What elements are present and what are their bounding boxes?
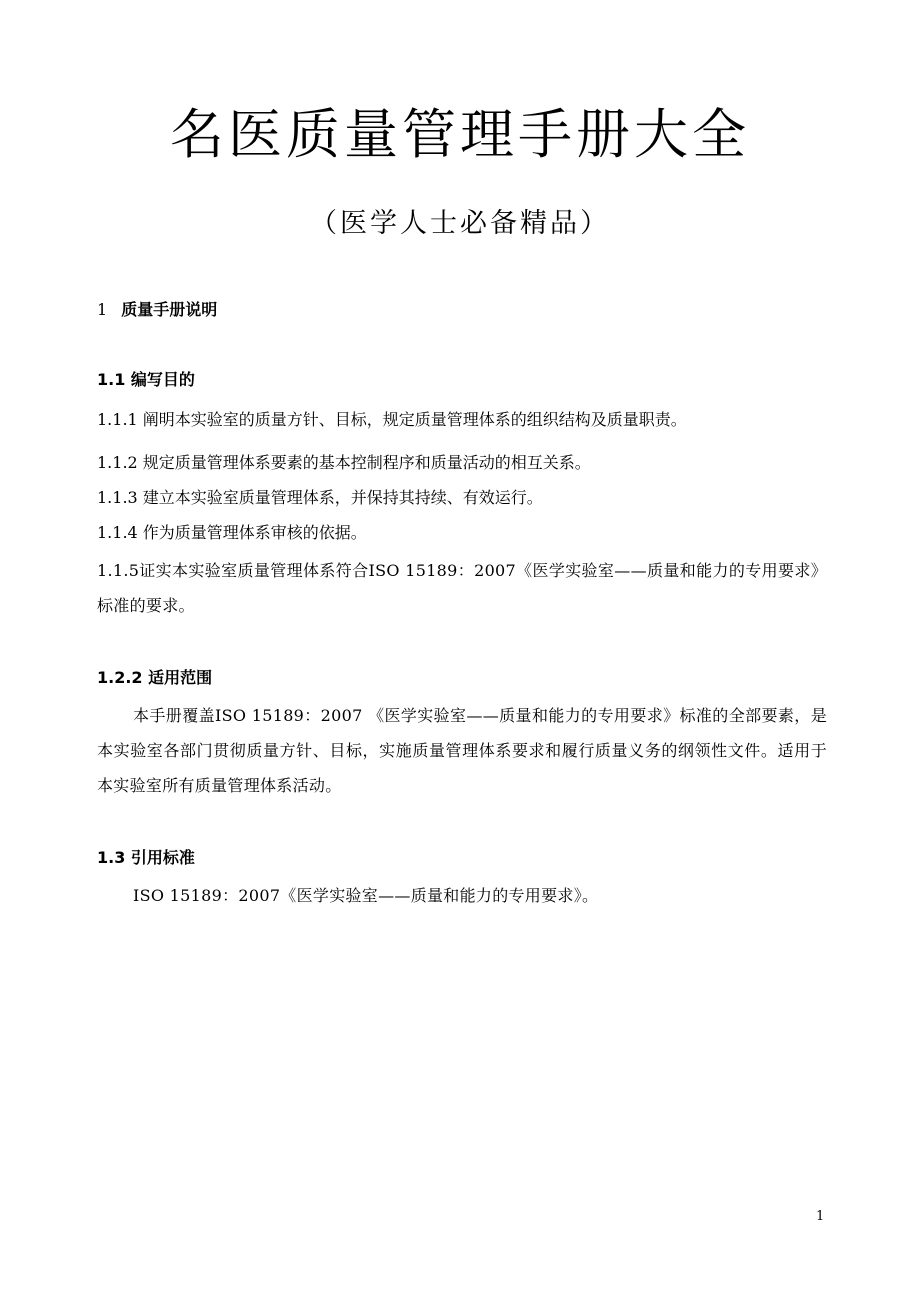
section-1-1-heading: 1.1 编写目的: [97, 370, 195, 389]
document-title: 名医质量管理手册大全: [170, 103, 750, 166]
section-1-2-2-heading: 1.2.2 适用范围: [97, 668, 213, 687]
section-1-heading: [97, 298, 826, 322]
item-1-1-2: 1.1.2 规定质量管理体系要素的基本控制程序和质量活动的相互关系。: [97, 453, 591, 472]
section-1-title: 质量手册说明: [121, 300, 218, 319]
item-1-1-1: 1.1.1 阐明本实验室的质量方针、目标，规定质量管理体系的组织结构及质量职责。: [97, 410, 687, 429]
section-1-3-body: ISO 15189：2007《医学实验室——质量和能力的专用要求》。: [133, 886, 599, 905]
item-1-1-3: 1.1.3 建立本实验室质量管理体系，并保持其持续、有效运行。: [97, 488, 543, 507]
item-1-1-4: 1.1.4 作为质量管理体系审核的依据。: [97, 523, 367, 542]
document-subtitle: （医学人士必备精品）: [310, 208, 610, 239]
section-1-number: 1: [97, 300, 108, 319]
page-number: 1: [816, 1209, 825, 1224]
section-1-3-heading: 1.3 引用标准: [97, 848, 195, 867]
item-1-1-5: 1.1.5证实本实验室质量管理体系符合ISO 15189：2007《医学实验室——质量和能力的专用要求》标准的要求。: [97, 561, 827, 615]
section-1-2-2-body: 本手册覆盖ISO 15189：2007 《医学实验室——质量和能力的专用要求》标准的全部要素，是本实验室各部门贯彻质量方针、目标，实施质量管理体系要求和履行质量义务的纲领性文件。适用于本实验室所有质量管理体系活动。: [97, 706, 827, 795]
